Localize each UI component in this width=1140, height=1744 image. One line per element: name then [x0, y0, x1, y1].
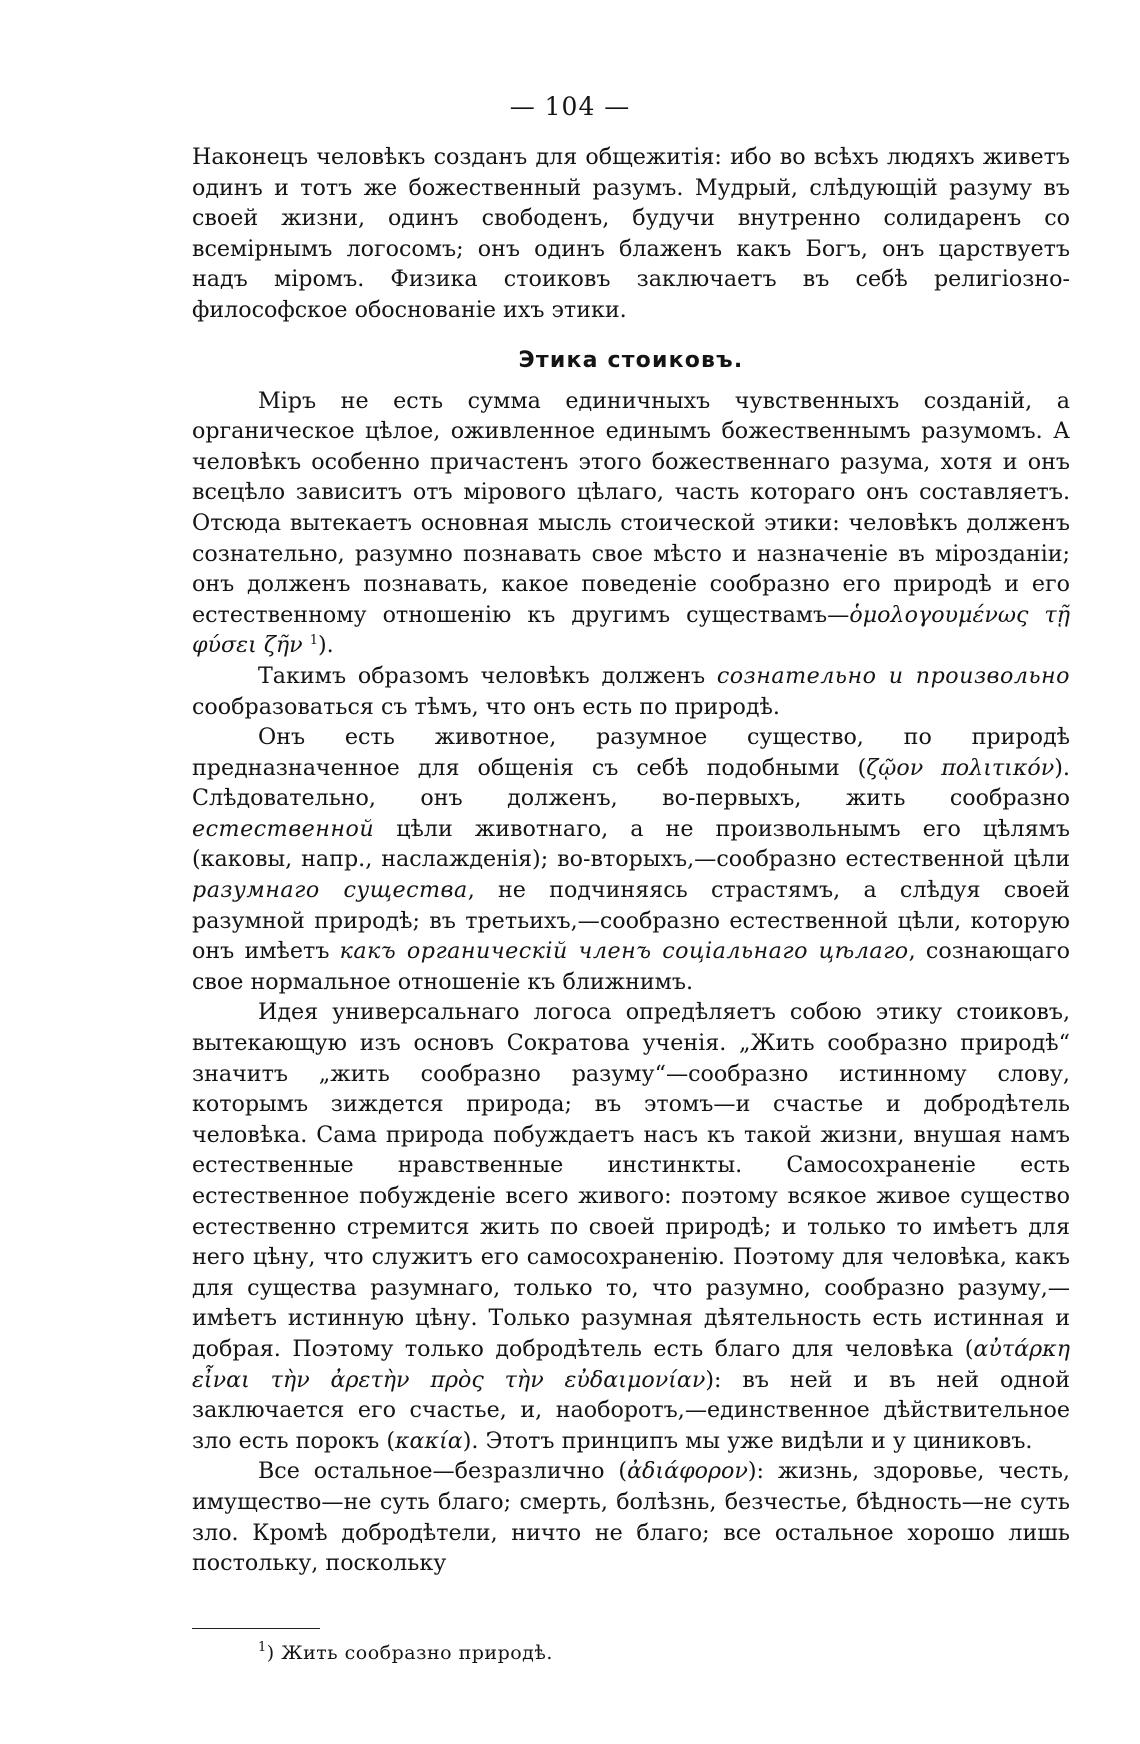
greek-phrase: αὐτάρκη εἶναι τὴν ἀρετὴν πρὸς τὴν εὐδαιμονίαν [192, 1335, 1070, 1393]
footnote-marker: 1 [258, 1640, 267, 1655]
emphasis: какъ органическій членъ соціальнаго цѣлаго [339, 938, 909, 965]
paragraph-1-text: Міръ не есть сумма единичныхъ чувственныхъ созданій, а органическое цѣлое, оживленное единымъ божественнымъ разумомъ. А человѣкъ особенно причастенъ этого божественнаго разума, хотя и онъ всецѣло зависитъ отъ мірового цѣлаго, часть котораго онъ составляетъ. Отсюда вытекаетъ основная мысль стоической этики: человѣкъ долженъ сознательно, разумно познавать свое мѣсто и назначеніе въ мірозданіи; онъ долженъ познавать, какое поведеніе сообразно его природѣ и его естественному отношенію къ другимъ существамъ— [192, 387, 1070, 628]
paragraph-intro-text: Наконецъ человѣкъ созданъ для общежитія: ибо во всѣхъ людяхъ живетъ одинъ и тотъ же божественный разумъ. Мудрый, слѣдующій разуму въ своей жизни, одинъ свободенъ, будучи внутренно солидаренъ со всемірнымъ логосомъ; онъ одинъ блаженъ какъ Богъ, онъ царствуетъ надъ міромъ. Физика стоиковъ заключаетъ въ себѣ религіозно-философское обоснованіе ихъ этики. [192, 144, 1070, 323]
emphasis: естественной [192, 815, 375, 842]
paragraph-2-text-end: сообразоваться съ тѣмъ, что онъ есть по природѣ. [192, 693, 780, 720]
paragraph-3 [192, 722, 1070, 997]
paragraph-5-text: Все остальное—безразлично ( [258, 1458, 628, 1485]
paragraph-3-text: ). Слѣдовательно, онъ долженъ, во-первыхъ, жить сообразно [192, 754, 1070, 812]
greek-phrase: ζῷον πολιτικόν [866, 754, 1055, 781]
paragraph-3-text: , не подчиняясь страстямъ, а слѣдуя своей разумной природѣ; въ третьихъ,—сообразно естественной цѣли, которую онъ имѣетъ [192, 877, 1070, 965]
paragraph-3-text: цѣли животнаго, а не произвольнымъ его цѣлямъ (каковы, напр., наслажденія); во-вторыхъ,—сообразно естественной цѣли [192, 815, 1070, 873]
paragraph-4 [192, 997, 1070, 1456]
paragraph-2 [192, 661, 1070, 722]
footnote-reference-close: ) [317, 632, 327, 659]
paragraph-1-end: . [326, 632, 334, 659]
greek-phrase: ἀδιάφορον [627, 1458, 748, 1485]
body-text [192, 142, 1070, 1579]
paragraph-3-text: Онъ есть животное, разумное существо, по природѣ предназначенное для общенія съ себѣ подобными ( [192, 724, 1070, 781]
section-heading: Этика стоиковъ. [518, 347, 744, 373]
paragraph-5 [192, 1456, 1070, 1578]
greek-phrase: ὁμολογουμένως τῇ φύσει ζῆν [192, 601, 1070, 659]
footnote-divider [192, 1628, 320, 1629]
paragraph-4-text: ): въ ней и въ ней одной заключается его счастье, и, наоборотъ,—единственное дѣйствительное зло есть порокъ ( [192, 1366, 1070, 1454]
paragraph-4-text: Идея универсальнаго логоса опредѣляетъ собою этику стоиковъ, вытекающую изъ основъ Сократова ученія. „Жить сообразно природѣ“ значитъ „жить сообразно разуму“—сообразно истинному слову, которымъ зиждется природа; въ этомъ—и счастье и добродѣтель человѣка. Сама природа побуждаетъ насъ къ такой жизни, внушая намъ естественные нравственные инстинкты. Самосохраненіе есть естественное побужденіе всего живого: поэтому всякое живое существо естественно стремится жить по своей природѣ; и только то имѣетъ для него цѣну, что служитъ его самосохраненію. Поэтому для человѣка, какъ для существа разумнаго, только то, что разумно, сообразно разуму,—имѣетъ истинную цѣну. Только разумная дѣятельность есть истинная и добрая. Поэтому только добродѣтель есть благо для человѣка ( [192, 999, 1070, 1362]
paragraph-intro [192, 142, 1070, 326]
greek-phrase: κακία [394, 1427, 463, 1454]
paragraph-5-text-end: ): жизнь, здоровье, честь, имущество—не суть благо; смерть, болѣзнь, безчестье, бѣдность—не суть зло. Кромѣ добродѣтели, ничто не благо; все остальное хорошо лишь постольку, поскольку [192, 1458, 1070, 1577]
footnote [258, 1640, 553, 1666]
footnote-text: ) Жить сообразно природѣ. [266, 1642, 553, 1664]
paragraph-2-text: Такимъ образомъ человѣкъ долженъ [258, 662, 717, 689]
emphasis: сознательно и произвольно [716, 662, 1070, 689]
paragraph-3-text-end: , сознающаго свое нормальное отношеніе къ ближнимъ. [192, 938, 1070, 995]
emphasis: разумнаго существа [192, 877, 468, 904]
paragraph-4-text-end: ). Этотъ принципъ мы уже видѣли и у циниковъ. [462, 1427, 1033, 1454]
footnote-reference: 1 [309, 633, 318, 649]
paragraph-1 [192, 386, 1070, 661]
page-number: — 104 — [509, 92, 631, 121]
